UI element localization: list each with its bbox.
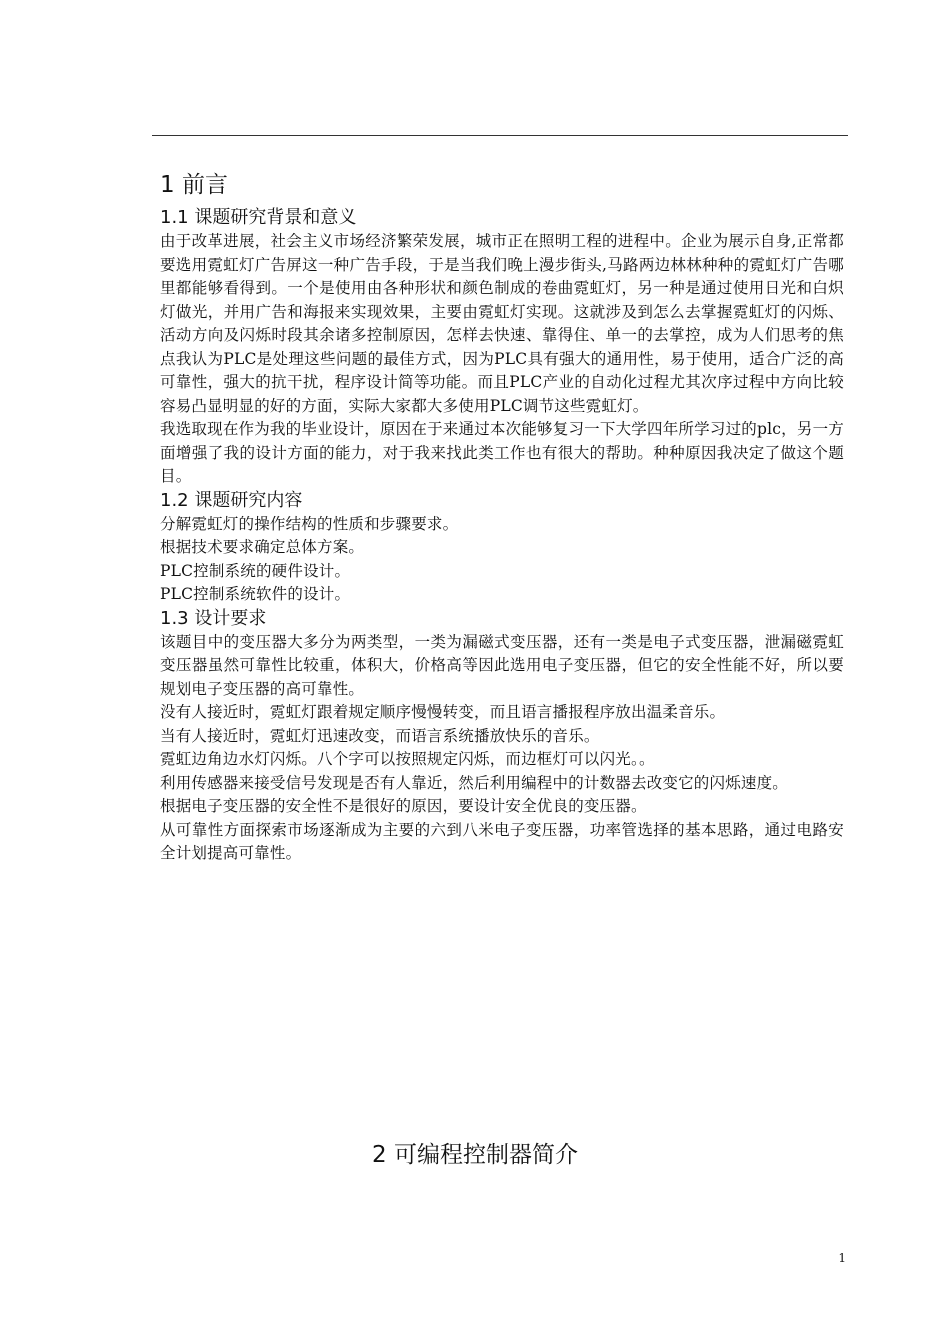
page-number: 1	[838, 1251, 846, 1265]
header-rule	[152, 135, 848, 136]
paragraph: 根据技术要求确定总体方案。	[160, 538, 365, 556]
paragraph: 没有人接近时，霓虹灯跟着规定顺序慢慢转变，而且语言播报程序放出温柔音乐。	[160, 703, 726, 721]
page-content	[160, 168, 844, 866]
paragraph: 我选取现在作为我的毕业设计，原因在于来通过本次能够复习一下大学四年所学习过的plc，另一方面增强了我的设计方面的能力，对于我来找此类工作也有很大的帮助。种种原因我决定了做这个题目。	[160, 420, 844, 485]
paragraph: PLC控制系统软件的设计。	[160, 585, 351, 603]
paragraph: 霓虹边角边水灯闪烁。八个字可以按照规定闪烁，而边框灯可以闪光。。	[160, 750, 655, 768]
subsection-1-1-heading: 1.1 课题研究背景和意义	[160, 207, 357, 228]
section-2-heading: 2 可编程控制器简介	[372, 1142, 578, 1168]
paragraph: 由于改革进展，社会主义市场经济繁荣发展，城市正在照明工程的进程中。企业为展示自身,正常都要选用霓虹灯广告屏这一种广告手段，于是当我们晚上漫步街头,马路两边林林种种的霓虹灯广告哪里都能够看得到。一个是使用由各种形状和颜色制成的卷曲霓虹灯，另一种是通过使用日光和白炽灯做光，并用广告和海报来实现效果，主要由霓虹灯实现。这就涉及到怎么去掌握霓虹灯的闪烁、活动方向及闪烁时段其余诸多控制原因，怎样去快速、靠得住、单一的去掌控，成为人们思考的焦点我认为PLC是处理这些问题的最佳方式，因为PLC具有强大的通用性，易于使用，适合广泛的高可靠性，强大的抗干扰，程序设计简等功能。而且PLC产业的自动化过程尤其次序过程中方向比较容易凸显明显的好的方面，实际大家都大多使用PLC调节这些霓虹灯。	[160, 232, 844, 415]
paragraph: 当有人接近时，霓虹灯迅速改变，而语言系统播放快乐的音乐。	[160, 726, 600, 745]
subsection-1-3-heading: 1.3 设计要求	[160, 607, 267, 629]
paragraph: 利用传感器来接受信号发现是否有人靠近，然后利用编程中的计数器去改变它的闪烁速度。	[160, 773, 789, 792]
paragraph: 分解霓虹灯的操作结构的性质和步骤要求。	[160, 514, 459, 533]
paragraph: 该题目中的变压器大多分为两类型，一类为漏磁式变压器，还有一类是电子式变压器，泄漏磁霓虹变压器虽然可靠性比较重，体积大，价格高等因此选用电子变压器，但它的安全性能不好，所以要规划电子变压器的高可靠性。	[160, 632, 844, 698]
subsection-1-2-heading: 1.2 课题研究内容	[160, 489, 303, 511]
paragraph: 从可靠性方面探索市场逐渐成为主要的六到八米电子变压器，功率管选择的基本思路，通过电路安全计划提高可靠性。	[160, 820, 844, 862]
section-1-heading: 1 前言	[160, 172, 228, 198]
paragraph: PLC控制系统的硬件设计。	[160, 561, 351, 580]
paragraph: 根据电子变压器的安全性不是很好的原因，要设计安全优良的变压器。	[160, 797, 647, 815]
